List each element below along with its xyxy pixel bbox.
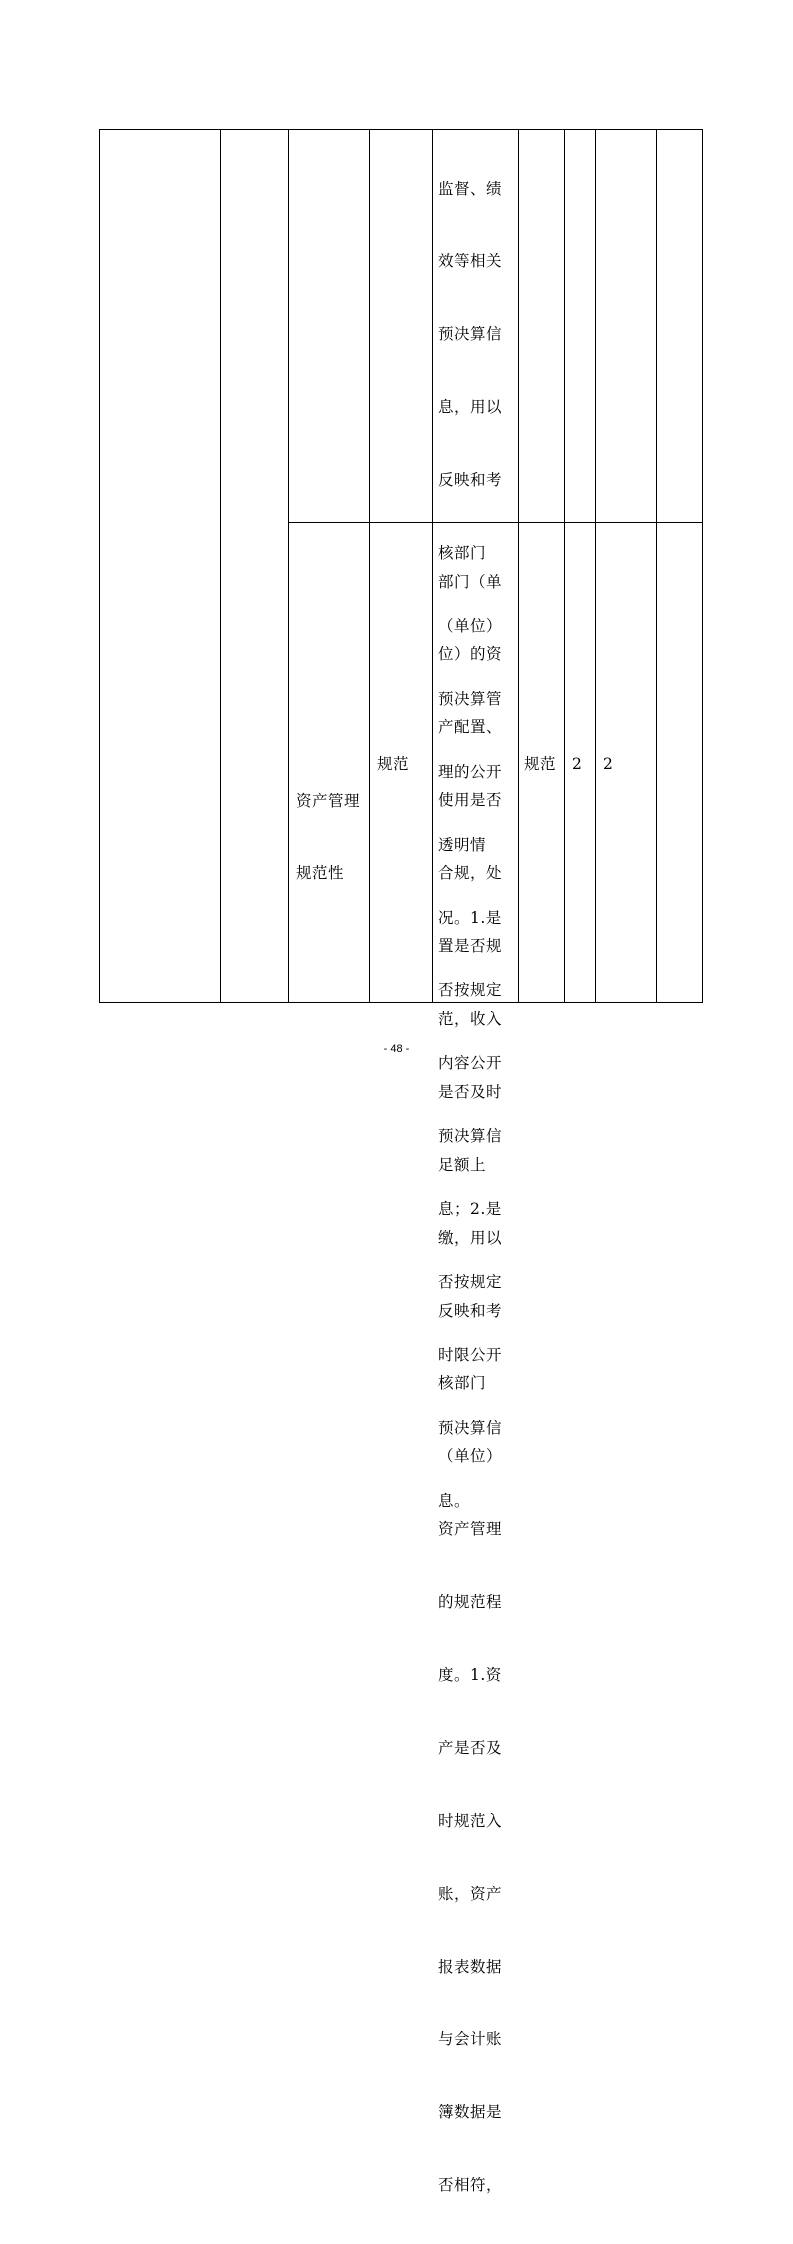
description-line: 核部门 <box>438 1374 487 1393</box>
page-number: - 48 - <box>383 1043 410 1055</box>
description-line: （单位） <box>438 616 503 635</box>
description-line: 置是否规 <box>438 937 503 956</box>
description-line: 与会计账 <box>438 2030 503 2049</box>
description-line: 息；2.是 <box>438 1200 502 1219</box>
column-divider <box>369 129 370 1003</box>
description-line: 缴，用以 <box>438 1228 503 1247</box>
description-line: 息。 <box>438 1491 471 1510</box>
weight-cell: 2 <box>572 755 583 773</box>
description-line: 否相符， <box>438 2176 503 2195</box>
description-line: 预决算信 <box>438 1418 503 1437</box>
column-divider <box>595 129 596 1003</box>
description-line: 反映和考 <box>438 471 503 490</box>
description-line: 资产管理 <box>438 1520 503 1539</box>
indicator-name-cell <box>296 740 360 934</box>
column-divider <box>432 129 433 1003</box>
description-line: 预决算管 <box>438 689 503 708</box>
indicator-name-line: 资产管理 <box>296 791 361 810</box>
description-line: 产配置、 <box>438 718 503 737</box>
description-line: 核部门 <box>438 544 487 563</box>
description-line: 的规范程 <box>438 1593 503 1612</box>
description-line: 度。1.资 <box>438 1665 502 1684</box>
description-line: 是否及时 <box>438 1082 503 1101</box>
description-line: 预决算信 <box>438 325 503 344</box>
description-line: 否按规定 <box>438 981 503 1000</box>
description-line: 合规，处 <box>438 864 503 883</box>
description-line: 产是否及 <box>438 1738 503 1757</box>
table-border-left <box>99 129 100 1003</box>
description-line: 簿数据是 <box>438 2103 503 2122</box>
description-line: 监督、绩 <box>438 179 503 198</box>
score-cell: 2 <box>603 755 614 773</box>
description-line: 理的公开 <box>438 762 503 781</box>
row2-description-cell <box>438 521 502 2244</box>
description-line: 预决算信 <box>438 1127 503 1146</box>
description-line: 内容公开 <box>438 1054 503 1073</box>
indicator-name-line: 规范性 <box>296 864 345 883</box>
description-line: 使用是否 <box>438 791 503 810</box>
description-line: 息，用以 <box>438 398 503 417</box>
column-divider <box>518 129 519 1003</box>
description-line: 时规范入 <box>438 1811 503 1830</box>
column-divider <box>288 129 289 1003</box>
column-divider <box>564 129 565 1003</box>
description-line: 效等相关 <box>438 252 503 271</box>
description-line: 范，收入 <box>438 1009 503 1028</box>
column-divider <box>220 129 221 1003</box>
description-line: 账，资产 <box>438 1884 503 1903</box>
column-divider <box>656 129 657 1003</box>
indicator-type-cell: 规范 <box>377 755 410 773</box>
description-line: 否按规定 <box>438 1272 503 1291</box>
description-line: 足额上 <box>438 1155 487 1174</box>
description-line: 透明情 <box>438 835 487 854</box>
table-border-bottom <box>99 1002 703 1003</box>
description-line: （单位） <box>438 1447 503 1466</box>
description-line: 报表数据 <box>438 1957 503 1976</box>
description-line: 位）的资 <box>438 645 503 664</box>
table-border-right <box>702 129 703 1003</box>
table-border-top <box>99 129 703 130</box>
description-line: 况。1.是 <box>438 908 502 927</box>
description-line: 反映和考 <box>438 1301 503 1320</box>
description-line: 时限公开 <box>438 1345 503 1364</box>
standard-cell: 规范 <box>524 755 557 773</box>
description-line: 部门（单 <box>438 572 503 591</box>
